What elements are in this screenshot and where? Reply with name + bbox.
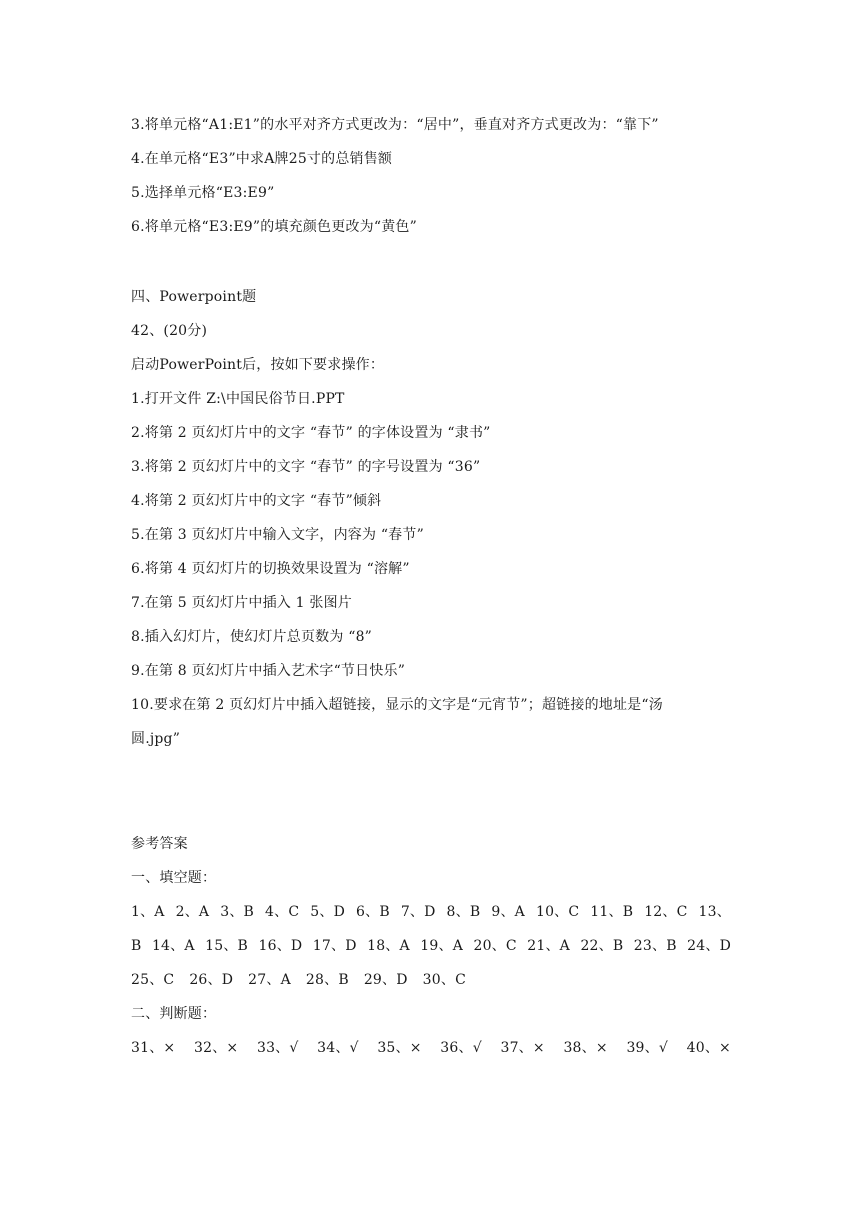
ppt-heading: 四、Powerpoint题 — [131, 289, 257, 305]
answer-item: 6、B — [356, 904, 390, 920]
ppt-step: 9.在第 8 页幻灯片中插入艺术字“节日快乐” — [131, 663, 406, 679]
answer-item: 16、D — [258, 938, 303, 954]
ppt-intro: 启动PowerPoint后，按如下要求操作： — [131, 357, 385, 373]
answer-item: 21、A — [527, 938, 570, 954]
ppt-question-number: 42、(20分) — [131, 323, 208, 339]
answer-item: 22、B — [580, 938, 624, 954]
answer-item: 24、D — [687, 938, 731, 954]
document-page — [131, 108, 731, 1065]
ppt-step: 10.要求在第 2 页幻灯片中插入超链接，显示的文字是“元宵节”；超链接的地址是“汤 — [131, 697, 663, 713]
answer-item: 3、B — [220, 904, 255, 920]
judge-heading: 二、判断题： — [131, 1006, 217, 1022]
ppt-step: 7.在第 5 页幻灯片中插入 1 张图片 — [131, 595, 352, 611]
answers-title: 参考答案 — [131, 836, 188, 852]
answer-item: 19、A — [420, 938, 464, 954]
answer-item: B — [131, 938, 142, 954]
answer-item: 26、D — [189, 972, 234, 988]
answer-item: 31、× — [131, 1040, 176, 1056]
fill-answers-row-1 — [131, 895, 731, 929]
fill-answers-row-2 — [131, 929, 731, 963]
answer-section — [131, 827, 731, 1065]
answer-item: 4、C — [265, 904, 300, 920]
answer-item: 2、A — [175, 904, 210, 920]
ppt-step: 1.打开文件 Z:\中国民俗节日.PPT — [131, 391, 345, 407]
answer-item: 33、√ — [256, 1040, 299, 1056]
answer-item: 14、A — [151, 938, 195, 954]
answer-item: 36、√ — [440, 1040, 482, 1056]
answer-item: 1、A — [131, 904, 165, 920]
answer-item: 10、C — [535, 904, 580, 920]
ppt-step: 6.将第 4 页幻灯片的切换效果设置为 “溶解” — [131, 561, 410, 577]
answer-item: 39、√ — [626, 1040, 668, 1056]
answer-item: 27、A — [248, 972, 291, 988]
ppt-step: 5.在第 3 页幻灯片中输入文字，内容为 “春节” — [131, 527, 424, 543]
ppt-section — [131, 280, 731, 756]
answer-item: 18、A — [367, 938, 410, 954]
excel-step-6: 6.将单元格“E3:E9”的填充颜色更改为“黄色” — [131, 219, 417, 235]
answer-item: 15、B — [205, 938, 249, 954]
judge-answers-row — [131, 1031, 731, 1065]
answer-item: 34、√ — [317, 1040, 359, 1056]
excel-steps — [131, 108, 731, 244]
answer-item: 38、× — [563, 1040, 608, 1056]
excel-step-4: 4.在单元格“E3”中求A牌25寸的总销售额 — [131, 151, 393, 167]
ppt-step: 2.将第 2 页幻灯片中的文字 “春节” 的字体设置为 “隶书” — [131, 425, 491, 441]
answer-item: 32、× — [193, 1040, 239, 1056]
excel-step-5: 5.选择单元格“E3:E9” — [131, 185, 275, 201]
fill-answers-row-3 — [131, 963, 731, 997]
answer-item: 35、× — [377, 1040, 422, 1056]
answer-item: 13、 — [698, 904, 731, 920]
answer-item: 37、× — [500, 1040, 545, 1056]
ppt-step: 8.插入幻灯片，使幻灯片总页数为 “8” — [131, 629, 373, 645]
answer-item: 11、B — [590, 904, 634, 920]
answer-item: 25、C — [131, 972, 175, 988]
fill-heading: 一、填空题： — [131, 870, 217, 886]
excel-step-3: 3.将单元格“A1:E1”的水平对齐方式更改为：“居中”，垂直对齐方式更改为：“靠下” — [131, 117, 659, 133]
answer-item: 30、C — [422, 972, 466, 988]
answer-item: 9、A — [491, 904, 525, 920]
spacer — [131, 756, 731, 827]
answer-item: 8、B — [446, 904, 481, 920]
ppt-step: 3.将第 2 页幻灯片中的文字 “春节” 的字号设置为 “36” — [131, 459, 481, 475]
spacer — [131, 244, 731, 280]
ppt-step-continued: 圆.jpg” — [131, 731, 181, 747]
answer-item: 29、D — [363, 972, 408, 988]
answer-item: 28、B — [305, 972, 349, 988]
answer-item: 7、D — [400, 904, 436, 920]
answer-item: 23、B — [633, 938, 677, 954]
answer-item: 20、C — [473, 938, 517, 954]
ppt-step: 4.将第 2 页幻灯片中的文字 “春节”倾斜 — [131, 493, 382, 509]
answer-item: 40、× — [686, 1040, 731, 1056]
answer-item: 12、C — [644, 904, 688, 920]
answer-item: 17、D — [312, 938, 357, 954]
answer-item: 5、D — [310, 904, 346, 920]
